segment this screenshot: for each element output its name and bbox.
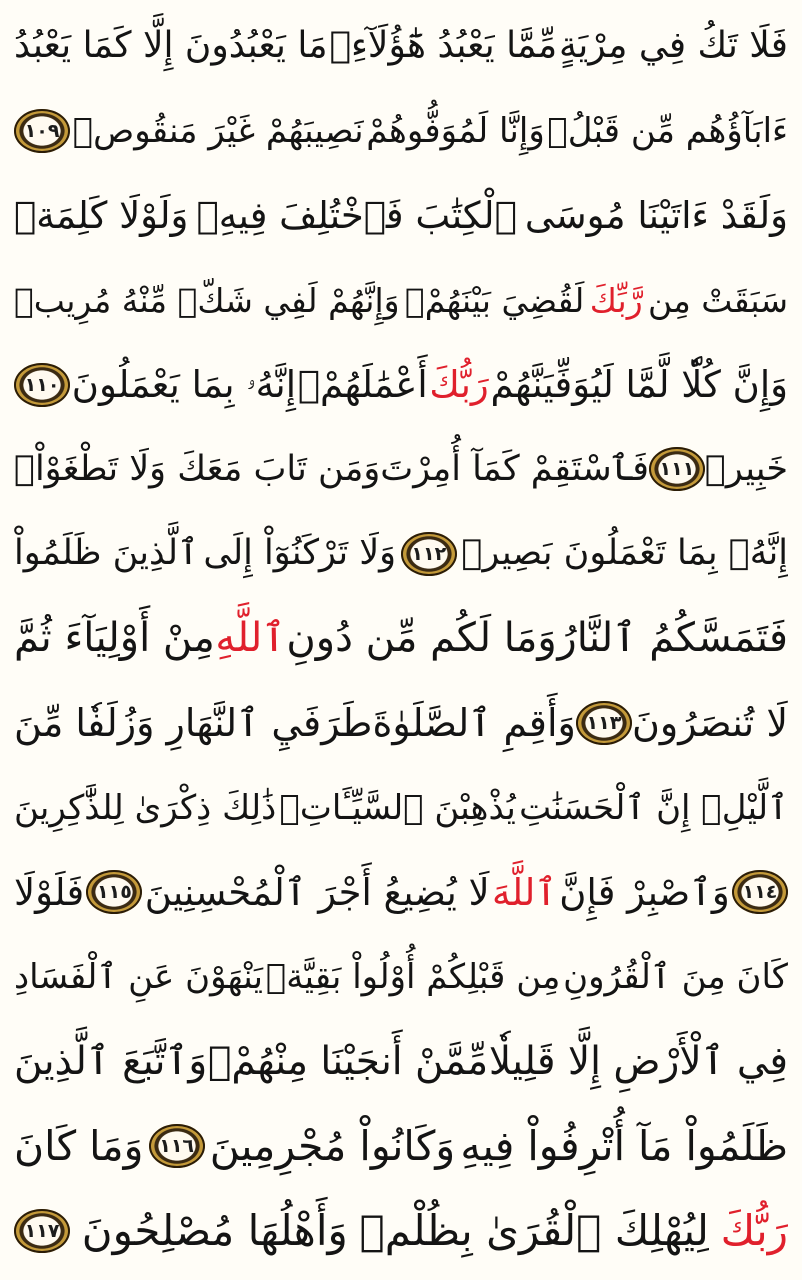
text-line	[14, 681, 788, 766]
verse-text: مِّمَّا يَعْبُدُ هَٰٓؤُلَآءِۚ	[329, 25, 558, 67]
verse-text: وَمَا لَكُم مِّن دُونِ	[286, 615, 557, 662]
text-line	[14, 1188, 788, 1273]
text-line	[14, 342, 788, 427]
verse-text: فَلَوْلَا	[14, 870, 85, 914]
text-line	[14, 1104, 788, 1189]
verse-text: لِيُهْلِكَ ٱلْقُرَىٰ بِظُلْمٖ	[359, 1205, 709, 1255]
verse-text: ٱلْكِتَٰبَ فَٱخْتُلِفَ فِيهِۚ	[196, 193, 517, 237]
text-line	[14, 850, 788, 935]
verse-text: فَٱسْتَقِمْ كَمَآ أُمِرْتَ	[380, 448, 649, 489]
verse-text: وَمَن تَابَ مَعَكَ وَلَا تَطْغَوْاْۚ	[14, 448, 381, 489]
ayah-number: ١٠٩	[24, 119, 60, 142]
ayah-number-marker	[149, 1124, 205, 1168]
text-line	[14, 1019, 788, 1104]
text-line	[14, 4, 788, 89]
verse-text: وَإِنَّ كُلّٗا لَّمَّا لَيُوَفِّيَنَّهُمْ	[490, 363, 788, 407]
verse-text: وَٱصْبِرْ فَإِنَّ	[559, 870, 730, 914]
ayah-number-marker	[732, 870, 788, 914]
verse-text: فَتَمَسَّكُمُ ٱلنَّارُ	[557, 615, 788, 662]
text-line	[14, 173, 788, 258]
verse-text: أَعْمَٰلَهُمْۚ	[297, 363, 428, 407]
verse-text: إِنَّهُۥ بِمَا تَعْمَلُونَ بَصِيرٞ	[461, 533, 788, 574]
text-line	[14, 89, 788, 174]
verse-text: لَا يُضِيعُ أَجْرَ ٱلْمُحْسِنِينَ	[144, 870, 490, 914]
verse-text: لَقُضِيَ بَيْنَهُمْۚ	[404, 280, 585, 320]
verse-text: ذَٰلِكَ ذِكْرَىٰ لِلذَّٰكِرِينَ	[14, 787, 277, 828]
text-line	[14, 427, 788, 512]
verse-text: مَا يَعْبُدُونَ إِلَّا كَمَا يَعْبُدُ	[14, 25, 328, 67]
ayah-number: ١١٧	[24, 1219, 60, 1242]
text-line	[14, 596, 788, 681]
text-line	[14, 512, 788, 597]
verse-text: وَٱتَّبَعَ ٱلَّذِينَ	[14, 1038, 208, 1084]
verse-text: سَبَقَتْ مِن	[648, 280, 788, 320]
verse-text: نَصِيبَهُمْ غَيْرَ مَنقُوصٖ	[72, 110, 364, 151]
divine-name-text: رَبُّكَ	[720, 1205, 788, 1255]
verse-text: يُذْهِبْنَ ٱلسَّيِّـَٔاتِۚ	[279, 787, 516, 828]
divine-name-text: ٱللَّهَ	[491, 870, 557, 914]
verse-text: يَنْهَوْنَ عَنِ ٱلْفَسَادِ	[14, 956, 264, 997]
verse-text: وَإِنَّهُمْ لَفِي شَكّٖ مِّنْهُ مُرِيبٖ	[14, 280, 400, 320]
verse-text: مِّمَّنْ أَنجَيْنَا مِنْهُمْۗ	[207, 1038, 489, 1084]
divine-name-text: ٱللَّهِ	[215, 615, 286, 662]
text-line	[14, 765, 788, 850]
ayah-number-marker	[401, 532, 457, 576]
ayah-number: ١١٥	[97, 881, 132, 904]
verse-text: وَكَانُواْ مُجْرِمِينَ	[209, 1121, 456, 1170]
ayah-number: ١١٦	[159, 1135, 195, 1158]
ayah-number-marker	[14, 1209, 70, 1253]
verse-text: ظَلَمُواْ مَآ أُتْرِفُواْ فِيهِ	[460, 1121, 788, 1170]
verse-text: فِي ٱلْأَرْضِ إِلَّا قَلِيلٗا	[488, 1038, 788, 1084]
verse-text: مِن قَبْلِكُمْ أُوْلُواْ بَقِيَّةٖ	[265, 956, 561, 997]
ayah-number-marker	[14, 363, 70, 407]
divine-name-text: رَبُّكَ	[429, 363, 489, 407]
text-line	[14, 935, 788, 1020]
ayah-number-marker	[14, 109, 70, 153]
verse-text: وَمَا كَانَ	[14, 1121, 144, 1170]
verse-text: وَلَقَدْ ءَاتَيْنَا مُوسَى	[524, 193, 788, 237]
verse-text: لَا تُنصَرُونَ	[632, 701, 788, 746]
verse-text: ءَابَآؤُهُم مِّن قَبْلُۚ	[547, 110, 788, 151]
verse-text: وَلَا تَرْكَنُوٓاْ إِلَى	[203, 533, 397, 574]
verse-text: كَانَ مِنَ ٱلْقُرُونِ	[563, 956, 788, 997]
verse-text: مِنْ أَوْلِيَآءَ ثُمَّ	[14, 615, 215, 662]
verse-text: فَلَا تَكُ فِي مِرْيَةٍ	[558, 25, 788, 67]
verse-text: وَأَهْلُهَا مُصْلِحُونَ	[81, 1205, 348, 1255]
ayah-number: ١١١	[659, 458, 695, 481]
text-line	[14, 258, 788, 343]
verse-text: ٱلَّيْلِۚ إِنَّ ٱلْحَسَنَٰتِ	[519, 787, 788, 828]
verse-text: وَلَوْلَا كَلِمَةٞ	[14, 193, 189, 237]
verse-text: خَبِيرٞ	[704, 448, 788, 489]
verse-text: إِنَّهُۥ بِمَا يَعْمَلُونَ	[71, 363, 297, 407]
ayah-number-marker	[649, 447, 705, 491]
ayah-number-marker	[86, 870, 142, 914]
verse-text: طَرَفَيِ ٱلنَّهَارِ وَزُلَفٗا مِّنَ	[14, 701, 373, 746]
ayah-number-marker	[576, 701, 632, 745]
verse-text: وَإِنَّا لَمُوَفُّوهُمْ	[366, 110, 545, 151]
ayah-number: ١١٢	[411, 542, 447, 565]
verse-text: ٱلَّذِينَ ظَلَمُواْ	[14, 533, 199, 574]
ayah-number: ١١٣	[586, 712, 622, 735]
verse-text: وَأَقِمِ ٱلصَّلَوٰةَ	[372, 701, 576, 746]
ayah-number: ١١٠	[24, 373, 60, 396]
divine-name-text: رَّبِّكَ	[589, 280, 643, 320]
ayah-number: ١١٤	[742, 881, 778, 904]
